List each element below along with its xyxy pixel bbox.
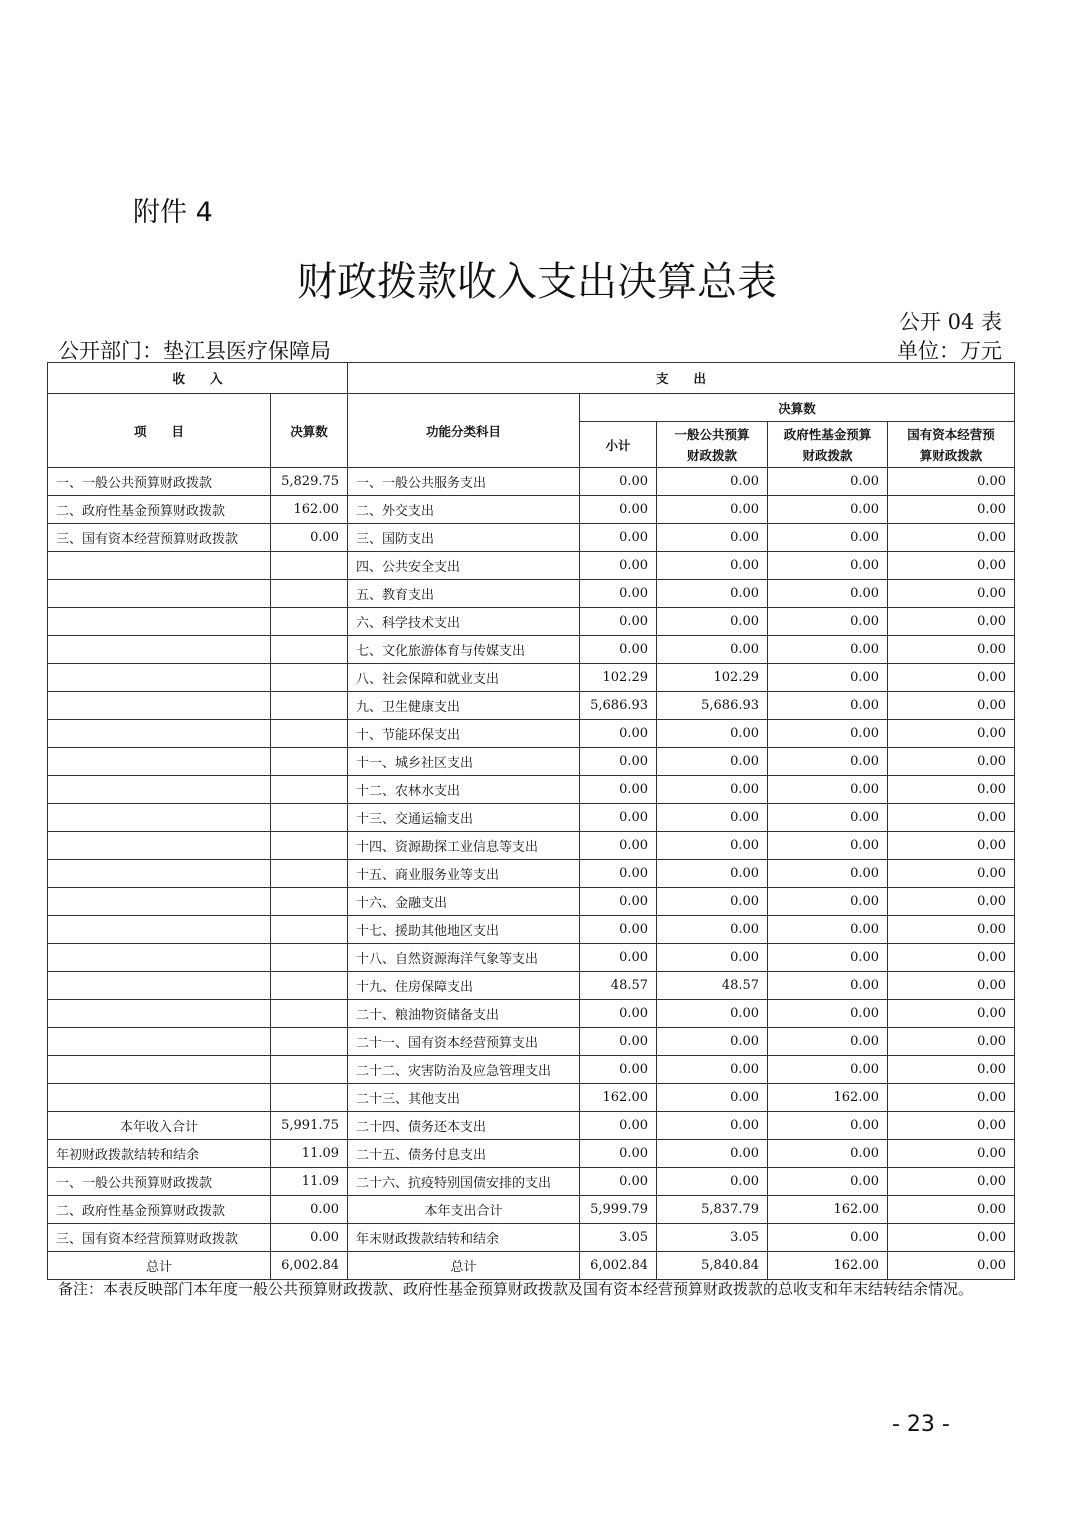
table-row <box>48 776 1015 804</box>
subtotal-cell: 5,999.79 <box>580 1196 657 1224</box>
expense-category-cell: 二、外交支出 <box>348 496 580 524</box>
gov-fund-cell: 0.00 <box>768 1112 888 1140</box>
table-row <box>48 664 1015 692</box>
income-amount-cell: 162.00 <box>271 496 348 524</box>
income-amount-cell <box>271 664 348 692</box>
income-item-cell <box>48 776 271 804</box>
general-budget-cell: 0.00 <box>657 608 768 636</box>
subtotal-cell: 0.00 <box>580 720 657 748</box>
budget-table <box>47 362 1015 1280</box>
func-category-header: 功能分类科目 <box>348 394 580 468</box>
annex-label: 附件 4 <box>133 197 213 228</box>
income-amount-cell <box>271 636 348 664</box>
table-row <box>48 916 1015 944</box>
general-budget-line2: 财政拨款 <box>687 447 738 463</box>
income-amount-cell <box>271 972 348 1000</box>
gov-fund-cell: 0.00 <box>768 916 888 944</box>
gov-fund-cell: 0.00 <box>768 552 888 580</box>
table-row <box>48 552 1015 580</box>
subtotal-cell: 0.00 <box>580 748 657 776</box>
expense-category-cell: 十九、住房保障支出 <box>348 972 580 1000</box>
state-capital-cell: 0.00 <box>888 888 1015 916</box>
expense-category-cell: 六、科学技术支出 <box>348 608 580 636</box>
gov-fund-cell: 0.00 <box>768 776 888 804</box>
state-capital-header <box>888 422 1015 468</box>
gov-fund-header <box>768 422 888 468</box>
table-row <box>48 944 1015 972</box>
income-item-cell <box>48 1000 271 1028</box>
subtotal-header: 小计 <box>580 422 657 468</box>
income-amount-cell <box>271 776 348 804</box>
table-row <box>48 804 1015 832</box>
state-capital-cell: 0.00 <box>888 804 1015 832</box>
general-budget-line1: 一般公共预算 <box>674 426 750 442</box>
income-item-cell <box>48 832 271 860</box>
expense-category-cell: 二十五、债务付息支出 <box>348 1140 580 1168</box>
expense-category-cell: 十一、城乡社区支出 <box>348 748 580 776</box>
table-row <box>48 1196 1015 1224</box>
income-item-cell: 一、一般公共预算财政拨款 <box>48 468 271 496</box>
subtotal-cell: 0.00 <box>580 496 657 524</box>
table-row <box>48 636 1015 664</box>
income-item-cell <box>48 1028 271 1056</box>
income-item-cell <box>48 720 271 748</box>
expense-category-cell: 十四、资源勘探工业信息等支出 <box>348 832 580 860</box>
general-budget-cell: 0.00 <box>657 888 768 916</box>
income-item-cell <box>48 972 271 1000</box>
income-amount-cell <box>271 944 348 972</box>
gov-fund-cell: 0.00 <box>768 972 888 1000</box>
income-item-cell: 二、政府性基金预算财政拨款 <box>48 496 271 524</box>
gov-fund-cell: 0.00 <box>768 832 888 860</box>
table-row <box>48 972 1015 1000</box>
subtotal-cell: 0.00 <box>580 580 657 608</box>
table-row <box>48 1140 1015 1168</box>
gov-fund-cell: 0.00 <box>768 468 888 496</box>
state-capital-cell: 0.00 <box>888 468 1015 496</box>
subtotal-cell: 0.00 <box>580 916 657 944</box>
subtotal-cell: 0.00 <box>580 468 657 496</box>
subtotal-cell: 102.29 <box>580 664 657 692</box>
table-row <box>48 608 1015 636</box>
table-row <box>48 1224 1015 1252</box>
subtotal-cell: 0.00 <box>580 1168 657 1196</box>
subtotal-cell: 6,002.84 <box>580 1252 657 1280</box>
expense-category-cell: 四、公共安全支出 <box>348 552 580 580</box>
income-item-cell <box>48 636 271 664</box>
table-row <box>48 1084 1015 1112</box>
expense-category-cell: 七、文化旅游体育与传媒支出 <box>348 636 580 664</box>
table-row <box>48 832 1015 860</box>
income-item-cell: 本年收入合计 <box>48 1112 271 1140</box>
subtotal-cell: 0.00 <box>580 608 657 636</box>
subtotal-cell: 0.00 <box>580 888 657 916</box>
income-amount-cell: 11.09 <box>271 1140 348 1168</box>
income-amount-cell: 0.00 <box>271 524 348 552</box>
state-capital-cell: 0.00 <box>888 832 1015 860</box>
table-row <box>48 468 1015 496</box>
gov-fund-cell: 0.00 <box>768 1000 888 1028</box>
income-item-cell <box>48 1056 271 1084</box>
state-capital-cell: 0.00 <box>888 1140 1015 1168</box>
income-amount-cell <box>271 1084 348 1112</box>
income-item-cell: 二、政府性基金预算财政拨款 <box>48 1196 271 1224</box>
subtotal-cell: 3.05 <box>580 1224 657 1252</box>
general-budget-cell: 5,686.93 <box>657 692 768 720</box>
state-capital-cell: 0.00 <box>888 860 1015 888</box>
gov-fund-cell: 0.00 <box>768 636 888 664</box>
income-item-cell <box>48 664 271 692</box>
general-budget-cell: 0.00 <box>657 468 768 496</box>
state-capital-cell: 0.00 <box>888 776 1015 804</box>
subtotal-cell: 5,686.93 <box>580 692 657 720</box>
gov-fund-cell: 0.00 <box>768 860 888 888</box>
state-capital-cell: 0.00 <box>888 636 1015 664</box>
gov-fund-cell: 0.00 <box>768 1224 888 1252</box>
subtotal-cell: 0.00 <box>580 776 657 804</box>
state-capital-cell: 0.00 <box>888 972 1015 1000</box>
general-budget-cell: 0.00 <box>657 944 768 972</box>
state-capital-cell: 0.00 <box>888 1224 1015 1252</box>
income-amount-cell <box>271 580 348 608</box>
gov-fund-line1: 政府性基金预算 <box>783 426 872 442</box>
table-row <box>48 1000 1015 1028</box>
footnote: 备注：本表反映部门本年度一般公共预算财政拨款、政府性基金预算财政拨款及国有资本经营预算财政拨款的总收支和年末结转结余情况。 <box>58 1280 974 1298</box>
income-amount-cell: 11.09 <box>271 1168 348 1196</box>
state-capital-line2: 算财政拨款 <box>919 447 983 463</box>
income-item-cell: 三、国有资本经营预算财政拨款 <box>48 1224 271 1252</box>
subtotal-cell: 0.00 <box>580 1028 657 1056</box>
general-budget-cell: 0.00 <box>657 496 768 524</box>
gov-fund-cell: 0.00 <box>768 1028 888 1056</box>
income-amount-cell <box>271 832 348 860</box>
gov-fund-cell: 0.00 <box>768 748 888 776</box>
state-capital-cell: 0.00 <box>888 1084 1015 1112</box>
expense-category-cell: 八、社会保障和就业支出 <box>348 664 580 692</box>
expense-category-cell: 二十四、债务还本支出 <box>348 1112 580 1140</box>
expense-category-cell: 二十六、抗疫特别国债安排的支出 <box>348 1168 580 1196</box>
table-row <box>48 720 1015 748</box>
gov-fund-cell: 0.00 <box>768 888 888 916</box>
gov-fund-cell: 0.00 <box>768 664 888 692</box>
table-row <box>48 580 1015 608</box>
gov-fund-cell: 0.00 <box>768 720 888 748</box>
income-item-cell <box>48 748 271 776</box>
income-amount-cell <box>271 860 348 888</box>
table-row <box>48 692 1015 720</box>
final-amount-header: 决算数 <box>580 394 1015 422</box>
income-item-cell: 三、国有资本经营预算财政拨款 <box>48 524 271 552</box>
general-budget-cell: 0.00 <box>657 748 768 776</box>
general-budget-cell: 0.00 <box>657 1028 768 1056</box>
general-budget-cell: 0.00 <box>657 580 768 608</box>
general-budget-cell: 0.00 <box>657 832 768 860</box>
income-amount-cell: 5,829.75 <box>271 468 348 496</box>
state-capital-cell: 0.00 <box>888 692 1015 720</box>
income-item-cell <box>48 916 271 944</box>
state-capital-cell: 0.00 <box>888 916 1015 944</box>
table-row <box>48 888 1015 916</box>
unit-label: 单位：万元 <box>897 339 1002 363</box>
subtotal-cell: 162.00 <box>580 1084 657 1112</box>
subtotal-cell: 0.00 <box>580 804 657 832</box>
gov-fund-cell: 0.00 <box>768 496 888 524</box>
table-row <box>48 496 1015 524</box>
gov-fund-cell: 0.00 <box>768 1056 888 1084</box>
state-capital-cell: 0.00 <box>888 552 1015 580</box>
income-amount-cell <box>271 1056 348 1084</box>
income-item-cell: 年初财政拨款结转和结余 <box>48 1140 271 1168</box>
general-budget-cell: 0.00 <box>657 1168 768 1196</box>
gov-fund-cell: 0.00 <box>768 692 888 720</box>
state-capital-cell: 0.00 <box>888 720 1015 748</box>
income-amount-cell <box>271 720 348 748</box>
income-item-cell: 一、一般公共预算财政拨款 <box>48 1168 271 1196</box>
expense-category-cell: 十八、自然资源海洋气象等支出 <box>348 944 580 972</box>
state-capital-cell: 0.00 <box>888 496 1015 524</box>
general-budget-cell: 0.00 <box>657 1000 768 1028</box>
state-capital-cell: 0.00 <box>888 1000 1015 1028</box>
general-budget-cell: 0.00 <box>657 1056 768 1084</box>
page-number: - 23 - <box>892 1412 950 1437</box>
subtotal-cell: 0.00 <box>580 1112 657 1140</box>
general-budget-cell: 48.57 <box>657 972 768 1000</box>
general-budget-cell: 5,840.84 <box>657 1252 768 1280</box>
general-budget-cell: 0.00 <box>657 1140 768 1168</box>
table-row <box>48 1168 1015 1196</box>
subtotal-cell: 0.00 <box>580 1000 657 1028</box>
state-capital-cell: 0.00 <box>888 1168 1015 1196</box>
general-budget-cell: 102.29 <box>657 664 768 692</box>
expense-category-cell: 二十二、灾害防治及应急管理支出 <box>348 1056 580 1084</box>
state-capital-cell: 0.00 <box>888 748 1015 776</box>
gov-fund-line2: 财政拨款 <box>802 447 853 463</box>
income-amount-cell: 6,002.84 <box>271 1252 348 1280</box>
income-amount-cell <box>271 552 348 580</box>
income-item-cell <box>48 888 271 916</box>
state-capital-cell: 0.00 <box>888 1252 1015 1280</box>
gov-fund-cell: 0.00 <box>768 1140 888 1168</box>
expense-category-cell: 二十、粮油物资储备支出 <box>348 1000 580 1028</box>
state-capital-cell: 0.00 <box>888 580 1015 608</box>
form-number: 公开 04 表 <box>898 310 1002 334</box>
state-capital-cell: 0.00 <box>888 1056 1015 1084</box>
table-row <box>48 524 1015 552</box>
income-item-cell <box>48 860 271 888</box>
income-amount-cell <box>271 804 348 832</box>
income-item-cell <box>48 692 271 720</box>
income-amount-cell <box>271 748 348 776</box>
expense-category-cell: 十三、交通运输支出 <box>348 804 580 832</box>
general-budget-cell: 0.00 <box>657 720 768 748</box>
state-capital-cell: 0.00 <box>888 1196 1015 1224</box>
subtotal-cell: 0.00 <box>580 1056 657 1084</box>
general-budget-header <box>657 422 768 468</box>
table-row <box>48 1056 1015 1084</box>
income-item-cell <box>48 1084 271 1112</box>
income-amount-cell <box>271 1028 348 1056</box>
gov-fund-cell: 0.00 <box>768 944 888 972</box>
income-amount-cell <box>271 916 348 944</box>
department-label: 公开部门：垫江县医疗保障局 <box>58 339 331 363</box>
income-amount-cell <box>271 1000 348 1028</box>
general-budget-cell: 0.00 <box>657 804 768 832</box>
gov-fund-cell: 162.00 <box>768 1196 888 1224</box>
subtotal-cell: 0.00 <box>580 832 657 860</box>
expense-category-cell: 九、卫生健康支出 <box>348 692 580 720</box>
expense-category-cell: 五、教育支出 <box>348 580 580 608</box>
income-amount-cell: 0.00 <box>271 1224 348 1252</box>
subtotal-cell: 0.00 <box>580 860 657 888</box>
state-capital-cell: 0.00 <box>888 524 1015 552</box>
income-item-cell <box>48 580 271 608</box>
subtotal-cell: 0.00 <box>580 552 657 580</box>
income-amount-cell: 5,991.75 <box>271 1112 348 1140</box>
income-header: 收 入 <box>48 363 348 394</box>
state-capital-cell: 0.00 <box>888 608 1015 636</box>
table-row <box>48 1028 1015 1056</box>
expense-category-cell: 十七、援助其他地区支出 <box>348 916 580 944</box>
expense-category-cell: 年末财政拨款结转和结余 <box>348 1224 580 1252</box>
gov-fund-cell: 0.00 <box>768 804 888 832</box>
gov-fund-cell: 162.00 <box>768 1252 888 1280</box>
item-header: 项 目 <box>48 394 271 468</box>
state-capital-cell: 0.00 <box>888 1112 1015 1140</box>
income-item-cell <box>48 804 271 832</box>
state-capital-cell: 0.00 <box>888 1028 1015 1056</box>
income-item-cell: 总计 <box>48 1252 271 1280</box>
income-amount-cell <box>271 888 348 916</box>
subtotal-cell: 0.00 <box>580 636 657 664</box>
general-budget-cell: 0.00 <box>657 524 768 552</box>
expense-category-cell: 十、节能环保支出 <box>348 720 580 748</box>
general-budget-cell: 0.00 <box>657 1112 768 1140</box>
income-amount-cell <box>271 608 348 636</box>
gov-fund-cell: 0.00 <box>768 580 888 608</box>
income-amount-cell <box>271 692 348 720</box>
expense-category-cell: 一、一般公共服务支出 <box>348 468 580 496</box>
page-title: 财政拨款收入支出决算总表 <box>297 259 777 305</box>
general-budget-cell: 0.00 <box>657 636 768 664</box>
expense-category-cell: 十二、农林水支出 <box>348 776 580 804</box>
general-budget-cell: 0.00 <box>657 552 768 580</box>
income-item-cell <box>48 608 271 636</box>
income-amount-cell: 0.00 <box>271 1196 348 1224</box>
gov-fund-cell: 0.00 <box>768 608 888 636</box>
expense-header: 支 出 <box>348 363 1015 394</box>
income-item-cell <box>48 944 271 972</box>
expense-category-cell: 总计 <box>348 1252 580 1280</box>
table-row <box>48 748 1015 776</box>
expense-category-cell: 二十三、其他支出 <box>348 1084 580 1112</box>
table-row <box>48 860 1015 888</box>
gov-fund-cell: 0.00 <box>768 524 888 552</box>
general-budget-cell: 0.00 <box>657 860 768 888</box>
general-budget-cell: 3.05 <box>657 1224 768 1252</box>
gov-fund-cell: 162.00 <box>768 1084 888 1112</box>
subtotal-cell: 48.57 <box>580 972 657 1000</box>
subtotal-cell: 0.00 <box>580 944 657 972</box>
general-budget-cell: 0.00 <box>657 1084 768 1112</box>
expense-category-cell: 本年支出合计 <box>348 1196 580 1224</box>
general-budget-cell: 0.00 <box>657 916 768 944</box>
expense-category-cell: 十五、商业服务业等支出 <box>348 860 580 888</box>
general-budget-cell: 5,837.79 <box>657 1196 768 1224</box>
amount-header: 决算数 <box>271 394 348 468</box>
gov-fund-cell: 0.00 <box>768 1168 888 1196</box>
state-capital-cell: 0.00 <box>888 944 1015 972</box>
subtotal-cell: 0.00 <box>580 524 657 552</box>
general-budget-cell: 0.00 <box>657 776 768 804</box>
table-row <box>48 1112 1015 1140</box>
subtotal-cell: 0.00 <box>580 1140 657 1168</box>
state-capital-line1: 国有资本经营预 <box>907 426 995 442</box>
income-item-cell <box>48 552 271 580</box>
expense-category-cell: 三、国防支出 <box>348 524 580 552</box>
expense-category-cell: 二十一、国有资本经营预算支出 <box>348 1028 580 1056</box>
state-capital-cell: 0.00 <box>888 664 1015 692</box>
expense-category-cell: 十六、金融支出 <box>348 888 580 916</box>
